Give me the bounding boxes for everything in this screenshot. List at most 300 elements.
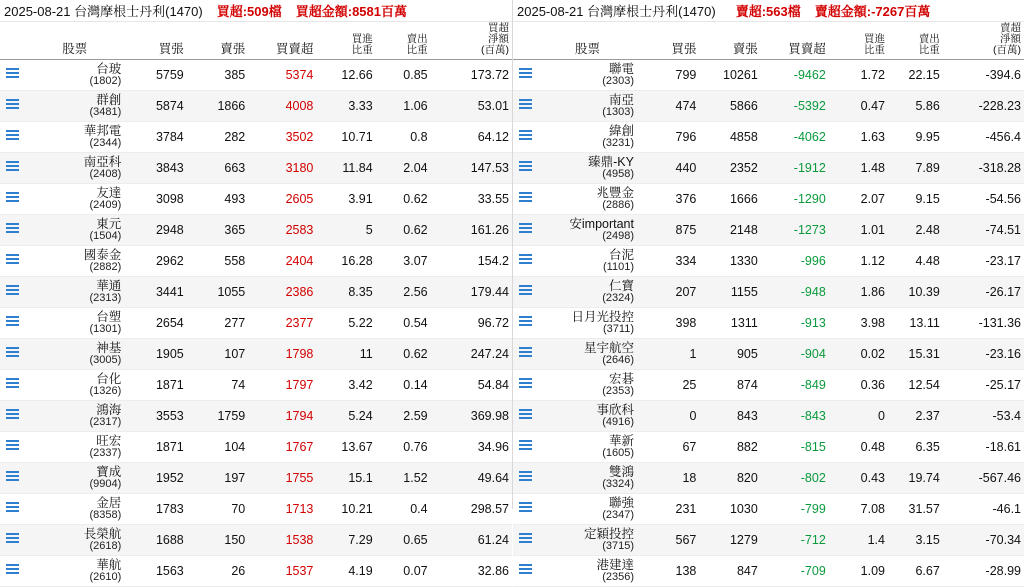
buy-lots-cell: 796 (638, 122, 699, 153)
net-amount-cell: -318.28 (943, 153, 1024, 184)
stock-code: (3324) (602, 477, 634, 490)
stock-name: 寶成 (96, 464, 122, 479)
table-row[interactable] (0, 432, 512, 463)
stock-code: (2347) (602, 508, 634, 521)
sell-table-head (513, 22, 1024, 60)
buy-ratio-cell: 16.28 (316, 246, 375, 277)
sell-ratio-cell: 13.11 (888, 308, 943, 339)
net-lots-cell: -913 (761, 308, 829, 339)
stock-name: 定穎投控 (583, 526, 634, 541)
net-lots-cell: -709 (761, 556, 829, 587)
sell-lots-cell: 847 (699, 556, 760, 587)
net-lots-cell: 3180 (248, 153, 316, 184)
list-menu-icon[interactable] (0, 401, 24, 432)
buy-lots-cell: 1871 (125, 370, 187, 401)
stock-name: 港建達 (596, 557, 634, 572)
sell-ratio-cell: 15.31 (888, 339, 943, 370)
stock-name-cell[interactable] (24, 277, 125, 308)
buy-lots-cell: 799 (638, 60, 699, 91)
table-row[interactable] (0, 91, 512, 122)
stock-name-cell[interactable] (537, 153, 638, 184)
panel-buy-header (0, 0, 512, 22)
table-row[interactable] (513, 401, 1024, 432)
list-menu-icon[interactable] (0, 370, 24, 401)
net-lots-cell: -802 (761, 463, 829, 494)
table-row[interactable] (0, 215, 512, 246)
table-row[interactable] (513, 308, 1024, 339)
list-menu-icon[interactable] (0, 494, 24, 525)
stock-name-cell[interactable] (537, 122, 638, 153)
table-row[interactable] (513, 277, 1024, 308)
stock-code: (1802) (89, 74, 122, 87)
stock-code: (2886) (602, 198, 634, 211)
table-row[interactable] (0, 370, 512, 401)
stock-name-cell[interactable] (537, 246, 638, 277)
list-menu-icon[interactable] (513, 339, 537, 370)
list-menu-icon[interactable] (513, 370, 537, 401)
stock-name-cell[interactable] (24, 122, 125, 153)
sell-ratio-cell: 0.62 (376, 339, 431, 370)
stock-code: (2498) (602, 229, 634, 242)
buy-lots-cell: 3441 (125, 277, 187, 308)
sell-ratio-cell: 0.07 (376, 556, 431, 587)
stock-name-cell[interactable] (24, 556, 125, 587)
buy-lots-cell: 3553 (125, 401, 187, 432)
stock-name-cell[interactable] (537, 60, 638, 91)
stock-code: (3711) (603, 322, 634, 335)
sell-ratio-cell: 0.65 (376, 525, 431, 556)
table-row[interactable] (0, 184, 512, 215)
net-lots-cell: 3502 (248, 122, 316, 153)
stock-code: (1301) (89, 322, 122, 335)
buy-ratio-cell: 5 (316, 215, 375, 246)
stock-name: 仁寶 (608, 278, 634, 293)
col-net-amount[interactable]: 買超 淨額 (百萬) (431, 22, 512, 60)
buy-ratio-cell: 0.36 (829, 370, 888, 401)
stock-name: 台塑 (96, 309, 122, 324)
stock-name-cell[interactable] (24, 153, 125, 184)
stock-name: 星宇航空 (583, 340, 634, 355)
buy-table-body (0, 60, 512, 587)
buy-ratio-cell: 3.42 (316, 370, 375, 401)
net-amount-cell: -456.4 (943, 122, 1024, 153)
list-menu-icon[interactable] (0, 122, 24, 153)
list-menu-icon[interactable] (513, 91, 537, 122)
list-menu-icon[interactable] (513, 184, 537, 215)
stock-code: (9904) (89, 477, 122, 490)
sell-ratio-cell: 22.15 (888, 60, 943, 91)
panel-buy-count: 買超:509檔 (216, 4, 282, 19)
table-row[interactable] (513, 60, 1024, 91)
col-sell-ratio[interactable]: 賣出 比重 (376, 22, 431, 60)
table-row[interactable] (513, 556, 1024, 587)
sell-lots-cell: 1666 (699, 184, 760, 215)
net-lots-cell: -996 (761, 246, 829, 277)
buy-lots-cell: 398 (638, 308, 699, 339)
buy-ratio-cell: 3.98 (829, 308, 888, 339)
stock-name: 緯創 (608, 123, 634, 138)
buy-lots-cell: 875 (638, 215, 699, 246)
buy-ratio-cell: 7.08 (829, 494, 888, 525)
table-row[interactable] (513, 339, 1024, 370)
sell-ratio-cell: 6.67 (888, 556, 943, 587)
net-amount-cell: 96.72 (431, 308, 512, 339)
stock-name-cell[interactable] (24, 184, 125, 215)
col-sell-lots[interactable]: 賣張 (187, 22, 249, 60)
panel-buy (0, 0, 512, 583)
sell-lots-cell: 1030 (699, 494, 760, 525)
buy-lots-cell: 2654 (125, 308, 187, 339)
stock-name-cell[interactable] (537, 463, 638, 494)
buy-ratio-cell: 0.43 (829, 463, 888, 494)
stock-code: (2618) (89, 539, 122, 552)
stock-name: 台化 (96, 371, 122, 386)
list-menu-icon[interactable] (513, 60, 537, 91)
list-menu-icon[interactable] (0, 339, 24, 370)
net-lots-cell: -904 (761, 339, 829, 370)
list-menu-icon[interactable] (0, 184, 24, 215)
stock-name-cell[interactable] (537, 277, 638, 308)
sell-lots-cell: 1155 (699, 277, 760, 308)
list-menu-icon[interactable] (0, 246, 24, 277)
table-row[interactable] (0, 60, 512, 91)
panel-sell-header (513, 0, 1024, 22)
sell-table (513, 22, 1024, 587)
stock-code: (2344) (89, 136, 122, 149)
stock-name-cell[interactable] (537, 370, 638, 401)
stock-name-cell[interactable] (537, 556, 638, 587)
stock-name: 華通 (96, 278, 122, 293)
col-buy-ratio[interactable]: 買進 比重 (829, 22, 888, 60)
buy-lots-cell: 0 (638, 401, 699, 432)
sell-ratio-cell: 2.56 (376, 277, 431, 308)
stock-name: 安important (569, 216, 634, 231)
buy-ratio-cell: 7.29 (316, 525, 375, 556)
list-menu-icon[interactable] (0, 60, 24, 91)
sell-lots-cell: 843 (699, 401, 760, 432)
sell-ratio-cell: 0.62 (376, 215, 431, 246)
list-menu-icon[interactable] (0, 277, 24, 308)
sell-ratio-cell: 2.48 (888, 215, 943, 246)
buy-ratio-cell: 1.86 (829, 277, 888, 308)
buy-lots-cell: 25 (638, 370, 699, 401)
stock-name-cell[interactable] (24, 246, 125, 277)
net-lots-cell: 1794 (248, 401, 316, 432)
stock-name: 旺宏 (96, 433, 122, 448)
table-row[interactable] (0, 153, 512, 184)
net-lots-cell: -843 (761, 401, 829, 432)
list-menu-icon[interactable] (513, 494, 537, 525)
net-amount-cell: 173.72 (431, 60, 512, 91)
sell-lots-cell: 493 (187, 184, 249, 215)
buy-lots-cell: 138 (638, 556, 699, 587)
stock-name: 聯電 (608, 61, 634, 76)
stock-name-cell[interactable] (537, 91, 638, 122)
stock-name-cell[interactable] (24, 463, 125, 494)
sell-ratio-cell: 9.95 (888, 122, 943, 153)
stock-code: (2646) (602, 353, 634, 366)
stock-name-cell[interactable] (24, 432, 125, 463)
buy-lots-cell: 2962 (125, 246, 187, 277)
sell-ratio-cell: 31.57 (888, 494, 943, 525)
buy-lots-cell: 3784 (125, 122, 187, 153)
stock-name: 群創 (96, 92, 122, 107)
sell-ratio-cell: 1.06 (376, 91, 431, 122)
table-row[interactable] (513, 215, 1024, 246)
panel-sell-amount: 賣超金額:-7267百萬 (814, 4, 931, 19)
table-row[interactable] (0, 401, 512, 432)
stock-name: 日月光投控 (571, 309, 634, 324)
sell-lots-cell: 1311 (699, 308, 760, 339)
buy-lots-cell: 1 (638, 339, 699, 370)
list-menu-icon[interactable] (0, 153, 24, 184)
net-amount-cell: 147.53 (431, 153, 512, 184)
stock-name: 雙鴻 (608, 464, 634, 479)
net-lots-cell: 5374 (248, 60, 316, 91)
sell-lots-cell: 905 (699, 339, 760, 370)
net-amount-cell: -53.4 (943, 401, 1024, 432)
table-row[interactable] (513, 184, 1024, 215)
col-net[interactable]: 買賣超 (761, 22, 829, 60)
buy-lots-cell: 3843 (125, 153, 187, 184)
stock-code: (2409) (89, 198, 122, 211)
buy-ratio-cell: 1.09 (829, 556, 888, 587)
stock-name: 神基 (96, 340, 122, 355)
table-row[interactable] (513, 370, 1024, 401)
net-amount-cell: 54.84 (431, 370, 512, 401)
sell-table-body (513, 60, 1024, 587)
net-lots-cell: -1290 (761, 184, 829, 215)
stock-code: (2353) (602, 384, 634, 397)
stock-name-cell[interactable] (24, 308, 125, 339)
stock-name-cell[interactable] (537, 308, 638, 339)
table-row[interactable] (513, 494, 1024, 525)
col-stock[interactable]: 股票 (537, 22, 638, 60)
buy-lots-cell: 440 (638, 153, 699, 184)
buy-ratio-cell: 13.67 (316, 432, 375, 463)
list-menu-icon[interactable] (0, 463, 24, 494)
net-amount-cell: 33.55 (431, 184, 512, 215)
buy-lots-cell: 2948 (125, 215, 187, 246)
buy-ratio-cell: 4.19 (316, 556, 375, 587)
stock-name-cell[interactable] (24, 525, 125, 556)
stock-name: 友達 (96, 185, 122, 200)
table-row[interactable] (513, 91, 1024, 122)
col-net[interactable]: 買賣超 (248, 22, 316, 60)
stock-name-cell[interactable] (24, 215, 125, 246)
list-menu-icon[interactable] (513, 556, 537, 587)
col-stock[interactable]: 股票 (24, 22, 125, 60)
stock-code: (2337) (89, 446, 122, 459)
buy-ratio-cell: 3.33 (316, 91, 375, 122)
sell-lots-cell: 1279 (699, 525, 760, 556)
table-row[interactable] (513, 432, 1024, 463)
col-sell-lots[interactable]: 賣張 (699, 22, 760, 60)
table-row[interactable] (513, 153, 1024, 184)
net-amount-cell: -46.1 (943, 494, 1024, 525)
buy-lots-cell: 376 (638, 184, 699, 215)
buy-lots-cell: 1783 (125, 494, 187, 525)
net-lots-cell: 1537 (248, 556, 316, 587)
list-menu-icon[interactable] (0, 525, 24, 556)
sell-ratio-cell: 2.37 (888, 401, 943, 432)
net-amount-cell: 53.01 (431, 91, 512, 122)
stock-name: 金居 (96, 495, 122, 510)
sell-ratio-cell: 0.14 (376, 370, 431, 401)
net-lots-cell: -849 (761, 370, 829, 401)
col-buy-lots[interactable]: 買張 (638, 22, 699, 60)
buy-ratio-cell: 15.1 (316, 463, 375, 494)
col-icon (0, 22, 24, 60)
sell-lots-cell: 70 (187, 494, 249, 525)
net-lots-cell: -5392 (761, 91, 829, 122)
list-menu-icon[interactable] (0, 91, 24, 122)
buy-ratio-cell: 0.48 (829, 432, 888, 463)
sell-lots-cell: 365 (187, 215, 249, 246)
sell-ratio-cell: 0.8 (376, 122, 431, 153)
col-net-amount[interactable]: 賣超 淨額 (百萬) (943, 22, 1024, 60)
table-row[interactable] (0, 525, 512, 556)
col-sell-ratio[interactable]: 賣出 比重 (888, 22, 943, 60)
list-menu-icon[interactable] (513, 215, 537, 246)
table-row[interactable] (513, 525, 1024, 556)
sell-lots-cell: 1330 (699, 246, 760, 277)
net-amount-cell: 161.26 (431, 215, 512, 246)
stock-name-cell[interactable] (24, 339, 125, 370)
stock-name: 南亞科 (83, 154, 122, 169)
buy-lots-cell: 3098 (125, 184, 187, 215)
sell-lots-cell: 4858 (699, 122, 760, 153)
net-lots-cell: 2377 (248, 308, 316, 339)
stock-name-cell[interactable] (537, 401, 638, 432)
table-row[interactable] (0, 308, 512, 339)
stock-name-cell[interactable] (24, 60, 125, 91)
col-buy-ratio[interactable]: 買進 比重 (316, 22, 375, 60)
stock-name-cell[interactable] (537, 339, 638, 370)
table-row[interactable] (513, 122, 1024, 153)
buy-ratio-cell: 8.35 (316, 277, 375, 308)
stock-name: 華邦電 (83, 123, 122, 138)
net-lots-cell: 1798 (248, 339, 316, 370)
sell-ratio-cell: 5.86 (888, 91, 943, 122)
stock-name-cell[interactable] (537, 184, 638, 215)
col-icon (513, 22, 537, 60)
panel-sell (512, 0, 1024, 583)
table-row[interactable] (0, 463, 512, 494)
buy-ratio-cell: 5.24 (316, 401, 375, 432)
net-lots-cell: 2605 (248, 184, 316, 215)
sell-lots-cell: 2352 (699, 153, 760, 184)
sell-ratio-cell: 6.35 (888, 432, 943, 463)
net-amount-cell: -28.99 (943, 556, 1024, 587)
stock-name-cell[interactable] (537, 494, 638, 525)
sell-lots-cell: 663 (187, 153, 249, 184)
panel-sell-title: 2025-08-21 台灣摩根士丹利(1470) (517, 4, 716, 19)
list-menu-icon[interactable] (513, 153, 537, 184)
buy-ratio-cell: 1.4 (829, 525, 888, 556)
stock-name-cell[interactable] (24, 401, 125, 432)
stock-code: (2324) (602, 291, 634, 304)
net-lots-cell: 1797 (248, 370, 316, 401)
net-amount-cell: -228.23 (943, 91, 1024, 122)
list-menu-icon[interactable] (513, 122, 537, 153)
col-buy-lots[interactable]: 買張 (125, 22, 187, 60)
stock-name: 南亞 (608, 92, 634, 107)
table-row[interactable] (513, 246, 1024, 277)
list-menu-icon[interactable] (513, 432, 537, 463)
stock-code: (1326) (89, 384, 122, 397)
list-menu-icon[interactable] (0, 556, 24, 587)
buy-lots-cell: 334 (638, 246, 699, 277)
buy-ratio-cell: 1.63 (829, 122, 888, 153)
sell-lots-cell: 874 (699, 370, 760, 401)
buy-ratio-cell: 1.12 (829, 246, 888, 277)
list-menu-icon[interactable] (0, 215, 24, 246)
stock-name-cell[interactable] (24, 91, 125, 122)
stock-name-cell[interactable] (24, 494, 125, 525)
stock-name-cell[interactable] (537, 215, 638, 246)
net-lots-cell: -948 (761, 277, 829, 308)
table-row[interactable] (0, 122, 512, 153)
net-amount-cell: -394.6 (943, 60, 1024, 91)
net-amount-cell: -26.17 (943, 277, 1024, 308)
sell-lots-cell: 26 (187, 556, 249, 587)
list-menu-icon[interactable] (0, 308, 24, 339)
net-lots-cell: -712 (761, 525, 829, 556)
list-menu-icon[interactable] (513, 308, 537, 339)
stock-name-cell[interactable] (24, 370, 125, 401)
buy-lots-cell: 67 (638, 432, 699, 463)
sell-ratio-cell: 2.59 (376, 401, 431, 432)
table-row[interactable] (513, 463, 1024, 494)
buy-ratio-cell: 2.07 (829, 184, 888, 215)
net-lots-cell: -1273 (761, 215, 829, 246)
net-amount-cell: -567.46 (943, 463, 1024, 494)
list-menu-icon[interactable] (513, 401, 537, 432)
table-row[interactable] (0, 277, 512, 308)
stock-name: 長榮航 (83, 526, 122, 541)
stock-name: 宏碁 (608, 371, 634, 386)
sell-ratio-cell: 0.4 (376, 494, 431, 525)
list-menu-icon[interactable] (513, 277, 537, 308)
sell-lots-cell: 1866 (187, 91, 249, 122)
list-menu-icon[interactable] (513, 463, 537, 494)
sell-ratio-cell: 7.89 (888, 153, 943, 184)
list-menu-icon[interactable] (513, 246, 537, 277)
stock-name-cell[interactable] (537, 525, 638, 556)
list-menu-icon[interactable] (0, 432, 24, 463)
buy-lots-cell: 567 (638, 525, 699, 556)
sell-lots-cell: 2148 (699, 215, 760, 246)
list-menu-icon[interactable] (513, 525, 537, 556)
sell-ratio-cell: 0.54 (376, 308, 431, 339)
sell-lots-cell: 150 (187, 525, 249, 556)
buy-ratio-cell: 0 (829, 401, 888, 432)
net-lots-cell: 1538 (248, 525, 316, 556)
buy-ratio-cell: 1.01 (829, 215, 888, 246)
table-row[interactable] (0, 246, 512, 277)
sell-ratio-cell: 19.74 (888, 463, 943, 494)
buy-lots-cell: 1952 (125, 463, 187, 494)
net-amount-cell: 369.98 (431, 401, 512, 432)
stock-name-cell[interactable] (537, 432, 638, 463)
table-row[interactable] (0, 556, 512, 587)
buy-ratio-cell: 3.91 (316, 184, 375, 215)
table-row[interactable] (0, 494, 512, 525)
table-row[interactable] (0, 339, 512, 370)
buy-table (0, 22, 512, 587)
net-lots-cell: 1755 (248, 463, 316, 494)
